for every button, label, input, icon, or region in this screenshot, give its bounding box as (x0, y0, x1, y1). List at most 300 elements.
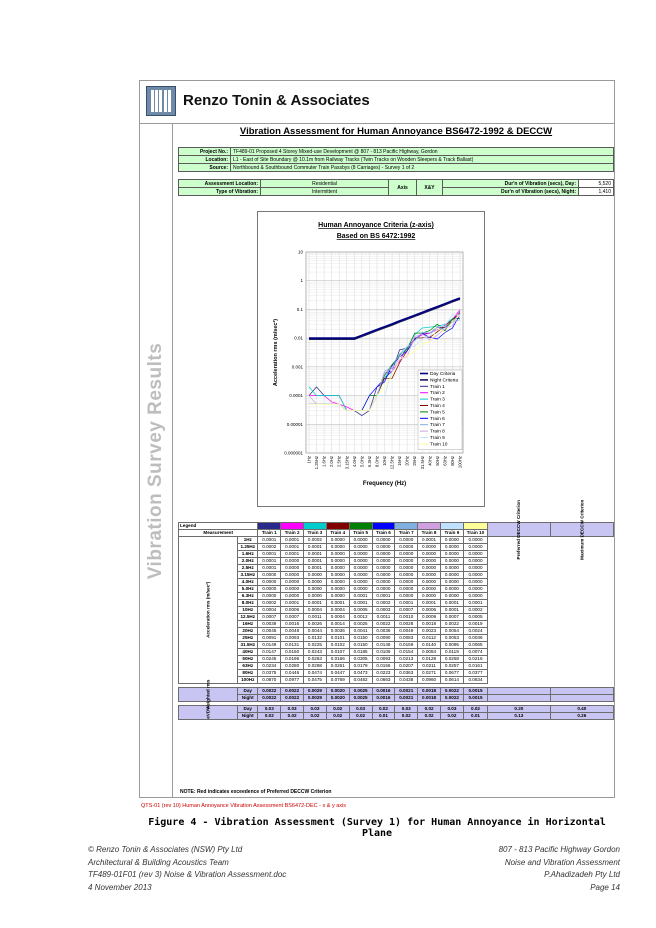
evdv-night-cell: 0.02 (395, 713, 418, 720)
table-cell: 0.0185 (349, 649, 372, 656)
legend-entry: Train 10 (430, 442, 448, 448)
table-cell: 0.0132 (304, 635, 327, 642)
frequency-label: 4.0Hz (238, 579, 258, 586)
table-cell: 0.0022 (372, 621, 395, 628)
table-cell: 0.0305 (349, 656, 372, 663)
table-cell: 0.0161 (463, 663, 487, 670)
table-cell: 0.0257 (441, 663, 464, 670)
project-label: Project No.: (179, 148, 231, 156)
table-row (179, 579, 614, 586)
x-tick-label: 63Hz (442, 456, 448, 466)
table-row (179, 663, 614, 670)
table-cell: 0.0107 (326, 649, 349, 656)
table-cell: 0.0018 (418, 621, 441, 628)
table-cell: 0.0000 (326, 572, 349, 579)
legend-entry: Train 2 (430, 391, 445, 397)
table-cell: 0.0000 (372, 544, 395, 551)
table-cell: 0.0223 (372, 670, 395, 677)
table-row (179, 649, 614, 656)
legend-swatch-train-2 (281, 523, 304, 530)
table-cell: 0.0211 (418, 663, 441, 670)
table-row (179, 607, 614, 614)
table-cell: 0.0447 (326, 670, 349, 677)
evdv-day-cell: 0.02 (372, 706, 395, 713)
criteria-chart (258, 212, 484, 506)
y-tick-label: 0.000001 (284, 450, 303, 456)
table-cell: 0.0001 (281, 551, 304, 558)
table-cell: 0.0000 (418, 586, 441, 593)
table-cell: 0.0000 (418, 572, 441, 579)
table-cell: 0.0000 (395, 586, 418, 593)
train-header: Train 6 (372, 530, 395, 537)
legend-entry: Night Criteria (430, 378, 458, 384)
weighted-day-cell: 0.0022 (258, 688, 281, 695)
duration-day-value: 5,520 (579, 180, 614, 188)
frequency-label: 25Hz (238, 635, 258, 642)
evdv-night-preferred: 0.13 (488, 713, 550, 720)
evdv-day-cell: 0.02 (418, 706, 441, 713)
weighted-day-cell: 0.0029 (304, 688, 327, 695)
table-cell: 0.0473 (349, 670, 372, 677)
footer-document: TF489-01F01 (rev 3) Noise & Vibration Assessment.doc (88, 870, 287, 879)
table-cell: 0.0001 (441, 607, 464, 614)
footer-client: P.Ahadizadeh Pty Ltd (544, 870, 620, 879)
table-cell: 0.0225 (304, 642, 327, 649)
x-tick-label: 31.5Hz (419, 456, 425, 470)
table-row (179, 551, 614, 558)
legend-swatch-train-6 (372, 523, 395, 530)
table-cell: 0.0000 (281, 593, 304, 600)
table-cell: 0.0614 (441, 677, 464, 684)
vibration-type-value: Intermittent (261, 188, 389, 196)
table-cell: 0.0011 (304, 614, 327, 621)
weighted-night-cell: 0.0022 (258, 695, 281, 702)
table-cell: 0.0000 (441, 551, 464, 558)
table-row (179, 642, 614, 649)
footer-team: Architectural & Building Acoustics Team (88, 857, 229, 867)
table-cell: 0.0263 (304, 656, 327, 663)
table-cell: 0.0000 (463, 537, 487, 544)
table-cell: 0.0024 (463, 628, 487, 635)
project-value: TF489-01 Proposed 4 Storey Mixed-use Development @ 807 - 813 Pacific Highway, Gordon (231, 148, 614, 156)
maximum-criterion-label: Maximum DECCW Criterion (579, 499, 585, 560)
table-cell: 0.0207 (395, 663, 418, 670)
legend-swatch-train-3 (304, 523, 327, 530)
header-banner (140, 81, 614, 124)
frequency-label: 20Hz (238, 628, 258, 635)
x-tick-label: 16Hz (397, 456, 403, 466)
table-cell: 0.0007 (258, 614, 281, 621)
table-cell: 0.0769 (326, 677, 349, 684)
train-header: Train 1 (258, 530, 281, 537)
table-cell: 0.0022 (441, 621, 464, 628)
frequency-label: 40Hz (238, 649, 258, 656)
table-cell: 0.0112 (418, 635, 441, 642)
x-tick-label: 8.0Hz (374, 456, 380, 467)
table-cell: 0.0002 (258, 544, 281, 551)
evdv-day-cell: 0.03 (349, 706, 372, 713)
table-cell: 0.0000 (258, 593, 281, 600)
table-cell: 0.0147 (258, 649, 281, 656)
frequency-label: 2.5Hz (238, 565, 258, 572)
project-info-table (178, 147, 614, 172)
table-cell: 0.0001 (281, 544, 304, 551)
train-header: Train 2 (281, 530, 304, 537)
table-cell: 0.0000 (418, 593, 441, 600)
table-cell: 0.0261 (326, 663, 349, 670)
table-cell: 0.0009 (418, 614, 441, 621)
table-cell: 0.0000 (349, 565, 372, 572)
x-tick-label: 80Hz (449, 456, 455, 466)
table-cell: 0.0074 (463, 649, 487, 656)
table-cell: 0.0004 (326, 607, 349, 614)
table-cell: 0.0243 (304, 649, 327, 656)
chart-container (257, 211, 485, 507)
table-cell: 0.0154 (395, 649, 418, 656)
table-cell: 0.0102 (326, 642, 349, 649)
table-cell: 0.0007 (395, 607, 418, 614)
table-cell: 0.0095 (441, 642, 464, 649)
weighted-night-cell: 0.0015 (463, 695, 487, 702)
weighted-day-cell: 0.0025 (349, 688, 372, 695)
table-cell: 0.0000 (372, 537, 395, 544)
evdv-night-cell: 0.02 (304, 713, 327, 720)
evdv-day-cell: 0.02 (326, 706, 349, 713)
table-cell: 0.0084 (418, 649, 441, 656)
table-cell: 0.0000 (441, 544, 464, 551)
legend-label: Legend (179, 523, 258, 530)
table-cell: 0.0119 (441, 649, 464, 656)
preferred-criterion-label: Preferred DECCW Criterion (516, 499, 522, 560)
table-cell: 0.0150 (281, 649, 304, 656)
table-row (179, 586, 614, 593)
table-cell: 0.0000 (441, 537, 464, 544)
table-cell: 0.0003 (372, 607, 395, 614)
table-cell: 0.0446 (281, 670, 304, 677)
y-axis-label: Acceleration rms (m/sec²) (273, 318, 279, 387)
table-cell: 0.0000 (372, 565, 395, 572)
table-cell: 0.0140 (418, 642, 441, 649)
x-tick-label: 1.6Hz (321, 456, 327, 467)
legend-entry: Train 7 (430, 423, 445, 429)
company-name: Renzo Tonin & Associates (183, 92, 370, 109)
weighted-night-cell: 0.0025 (349, 695, 372, 702)
table-cell: 0.0012 (349, 614, 372, 621)
table-cell: 0.0438 (395, 677, 418, 684)
frequency-label: 6.3Hz (238, 593, 258, 600)
table-cell: 0.0000 (326, 579, 349, 586)
table-cell: 0.0019 (463, 621, 487, 628)
footer-copyright: © Renzo Tonin & Associates (NSW) Pty Ltd (88, 845, 243, 854)
table-row (179, 670, 614, 677)
table-cell: 0.0000 (441, 593, 464, 600)
footer-address: 807 - 813 Pacific Highway Gordon (498, 845, 620, 854)
acceleration-axis-header (179, 537, 238, 684)
table-cell: 0.0000 (326, 565, 349, 572)
legend-swatch-train-8 (418, 523, 441, 530)
evdv-header (179, 706, 238, 720)
frequency-label: 2.0Hz (238, 558, 258, 565)
table-cell: 0.0000 (304, 579, 327, 586)
table-cell: 0.0036 (463, 635, 487, 642)
x-tick-label: 40Hz (427, 456, 433, 466)
evdv-night-cell: 0.01 (372, 713, 395, 720)
weighted-night-preferred (488, 695, 550, 702)
x-tick-label: 12.5Hz (389, 456, 395, 470)
weighted-night-cell: 0.0020 (326, 695, 349, 702)
table-cell: 0.0245 (258, 656, 281, 663)
table-cell: 0.0010 (395, 614, 418, 621)
table-cell: 0.0150 (349, 635, 372, 642)
table-cell: 0.0005 (463, 614, 487, 621)
table-cell: 0.0002 (304, 537, 327, 544)
table-cell: 0.0166 (326, 656, 349, 663)
table-cell: 0.0159 (395, 642, 418, 649)
table-cell: 0.0000 (418, 551, 441, 558)
table-cell: 0.0001 (281, 537, 304, 544)
vibration-type-label: Type of Vibration: (179, 188, 261, 196)
x-tick-label: 50Hz (434, 456, 440, 466)
frequency-label: 31.5Hz (238, 642, 258, 649)
evdv-day-cell: 0.03 (441, 706, 464, 713)
table-cell: 0.0001 (258, 537, 281, 544)
table-cell: 0.0000 (395, 551, 418, 558)
table-cell: 0.0234 (258, 663, 281, 670)
x-tick-label: 2.5Hz (336, 456, 342, 467)
table-cell: 0.0011 (372, 614, 395, 621)
evdv-night-cell: 0.02 (418, 713, 441, 720)
frequency-label: 3.15Hz (238, 572, 258, 579)
axis-label: Axis (389, 180, 417, 196)
table-row (179, 593, 614, 600)
y-tick-label: 0.01 (294, 335, 303, 341)
table-row (179, 656, 614, 663)
y-tick-label: 0.1 (296, 306, 303, 312)
evdv-night-label: Night (238, 713, 258, 720)
table-cell: 0.0001 (326, 600, 349, 607)
table-cell: 0.0000 (258, 579, 281, 586)
table-cell: 0.0025 (349, 621, 372, 628)
legend-entry: Train 6 (430, 416, 445, 422)
table-cell: 0.0023 (418, 628, 441, 635)
frequency-label: 1.25Hz (238, 544, 258, 551)
table-cell: 0.0044 (304, 628, 327, 635)
table-cell: 0.0475 (304, 677, 327, 684)
weighted-night-cell: 0.0022 (281, 695, 304, 702)
legend-swatch-train-4 (326, 523, 349, 530)
table-cell: 0.0156 (372, 663, 395, 670)
table-cell: 0.0000 (372, 586, 395, 593)
evdv-night-cell: 0.02 (349, 713, 372, 720)
table-row (179, 614, 614, 621)
table-cell: 0.0977 (281, 677, 304, 684)
company-logo-icon (146, 86, 176, 116)
table-cell: 0.0377 (463, 670, 487, 677)
table-cell: 0.0000 (326, 593, 349, 600)
train-header: Train 7 (395, 530, 418, 537)
train-header: Train 9 (441, 530, 464, 537)
side-title: Vibration Survey Results (145, 342, 166, 580)
table-row (179, 544, 614, 551)
table-cell: 0.0000 (372, 572, 395, 579)
table-cell: 0.0474 (304, 670, 327, 677)
table-cell: 0.0036 (372, 628, 395, 635)
table-cell: 0.0482 (349, 677, 372, 684)
table-cell: 0.0054 (441, 628, 464, 635)
table-cell: 0.0000 (463, 565, 487, 572)
table-cell: 0.0001 (304, 551, 327, 558)
evdv-label: eVDV (205, 706, 211, 719)
table-cell: 0.0000 (326, 544, 349, 551)
document-reference: QTS-01 (rev 10) Human Annoyance Vibration Assessment BS6472-DEC - x & y axis (141, 803, 347, 809)
table-cell: 0.0000 (304, 593, 327, 600)
frequency-label: 63Hz (238, 663, 258, 670)
legend-swatch-train-9 (441, 523, 464, 530)
table-cell: 0.0001 (281, 600, 304, 607)
table-cell: 0.0149 (258, 642, 281, 649)
duration-night-value: 1,410 (579, 188, 614, 196)
table-cell: 0.0000 (372, 551, 395, 558)
table-cell: 0.0000 (349, 579, 372, 586)
table-cell: 0.0000 (463, 593, 487, 600)
table-cell: 0.0004 (304, 607, 327, 614)
table-cell: 0.0001 (349, 593, 372, 600)
table-cell: 0.0000 (326, 586, 349, 593)
table-row (179, 558, 614, 565)
table-cell: 0.0007 (281, 614, 304, 621)
table-cell: 0.0001 (372, 593, 395, 600)
table-cell: 0.0000 (281, 579, 304, 586)
weighted-day-cell: 0.0020 (326, 688, 349, 695)
x-tick-label: 25Hz (412, 456, 418, 466)
axis-value: X&Y (417, 180, 443, 196)
table-cell: 0.0001 (258, 551, 281, 558)
table-cell: 0.0000 (418, 579, 441, 586)
x-tick-label: 100Hz (457, 456, 463, 469)
weighted-night-cell: 0.0021 (395, 695, 418, 702)
x-tick-label: 2.0Hz (329, 456, 335, 467)
frequency-label: 5.0Hz (238, 586, 258, 593)
table-cell: 0.0000 (395, 579, 418, 586)
chart-subtitle: Based on BS 6472:1992 (336, 233, 416, 240)
table-row (179, 600, 614, 607)
table-cell: 0.0363 (395, 670, 418, 677)
table-cell: 0.0065 (463, 642, 487, 649)
footer-right (499, 844, 620, 894)
table-cell: 0.0000 (281, 572, 304, 579)
table-cell: 0.0298 (304, 663, 327, 670)
table-cell: 0.0006 (281, 607, 304, 614)
frequency-label: 16Hz (238, 621, 258, 628)
preferred-criterion-header (488, 499, 550, 560)
table-cell: 0.0000 (463, 586, 487, 593)
table-cell: 0.0000 (441, 579, 464, 586)
weighted-night-cell: 0.0022 (441, 695, 464, 702)
table-cell: 0.0271 (418, 670, 441, 677)
table-cell: 0.0280 (281, 663, 304, 670)
measurement-header: Measurement (179, 530, 258, 537)
weighted-night-cell: 0.0016 (372, 695, 395, 702)
legend-entry: Train 5 (430, 410, 445, 416)
footer-page: Page 14 (590, 882, 620, 892)
table-cell: 0.0131 (281, 642, 304, 649)
assessment-title: Vibration Assessment for Human Annoyance BS6472-1992 & DECCW (239, 126, 553, 137)
evdv-day-cell: 0.03 (281, 706, 304, 713)
evdv-day-cell: 0.03 (258, 706, 281, 713)
table-cell: 0.0000 (304, 586, 327, 593)
table-cell: 0.0000 (463, 551, 487, 558)
evdv-day-preferred: 0.20 (488, 706, 550, 713)
table-row (179, 621, 614, 628)
assessment-location-label: Assessment Location: (179, 180, 261, 188)
frequency-label: 12.5Hz (238, 614, 258, 621)
evdv-night-cell: 0.02 (258, 713, 281, 720)
legend-entry: Train 9 (430, 436, 445, 441)
acceleration-axis-label: Acceleration rms (m/sec²) (205, 581, 211, 639)
table-cell: 0.0045 (258, 628, 281, 635)
evdv-day-cell: 0.03 (395, 706, 418, 713)
table-cell: 0.0000 (258, 572, 281, 579)
weighted-day-cell: 0.0015 (463, 688, 487, 695)
table-cell: 0.0000 (349, 558, 372, 565)
table-cell: 0.0000 (326, 551, 349, 558)
evdv-day-cell: 0.03 (304, 706, 327, 713)
table-cell: 0.0000 (349, 586, 372, 593)
evdv-night-maximum: 0.26 (550, 713, 613, 720)
table-row (179, 635, 614, 642)
table-cell: 0.0001 (395, 600, 418, 607)
weighted-day-cell: 0.0018 (418, 688, 441, 695)
table-cell: 0.0000 (463, 572, 487, 579)
table-row (179, 537, 614, 544)
y-tick-label: 0.00001 (286, 421, 303, 427)
table-cell: 0.0000 (258, 586, 281, 593)
train-header: Train 8 (418, 530, 441, 537)
maximum-criterion-header (550, 499, 613, 560)
train-header: Train 3 (304, 530, 327, 537)
table-cell: 0.0000 (441, 572, 464, 579)
table-cell: 0.0048 (281, 628, 304, 635)
legend-swatch-train-7 (395, 523, 418, 530)
table-cell: 0.0677 (441, 670, 464, 677)
table-cell: 0.0083 (395, 635, 418, 642)
side-title-panel (140, 124, 173, 798)
table-cell: 0.0004 (326, 614, 349, 621)
x-tick-label: 1Hz (306, 456, 312, 464)
legend-entry: Train 4 (430, 404, 445, 409)
assessment-location-value: Residential (261, 180, 389, 188)
footer-left (88, 844, 286, 894)
table-cell: 0.0001 (304, 558, 327, 565)
table-cell: 0.0093 (372, 656, 395, 663)
table-cell: 0.0000 (395, 565, 418, 572)
table-cell: 0.0213 (395, 656, 418, 663)
legend-swatch-train-5 (349, 523, 372, 530)
table-cell: 0.0000 (395, 537, 418, 544)
table-cell: 0.0007 (441, 614, 464, 621)
table-cell: 0.0106 (372, 649, 395, 656)
y-tick-label: 0.0001 (289, 393, 303, 399)
table-cell: 0.0196 (281, 656, 304, 663)
table-cell: 0.0001 (304, 600, 327, 607)
table-cell: 0.0001 (258, 558, 281, 565)
table-cell: 0.0000 (463, 558, 487, 565)
table-cell: 0.0000 (281, 558, 304, 565)
table-cell: 0.0101 (326, 635, 349, 642)
legend-entry: Day Criteria (430, 372, 456, 377)
x-tick-label: 1.25Hz (314, 456, 320, 470)
table-cell: 0.0000 (304, 572, 327, 579)
